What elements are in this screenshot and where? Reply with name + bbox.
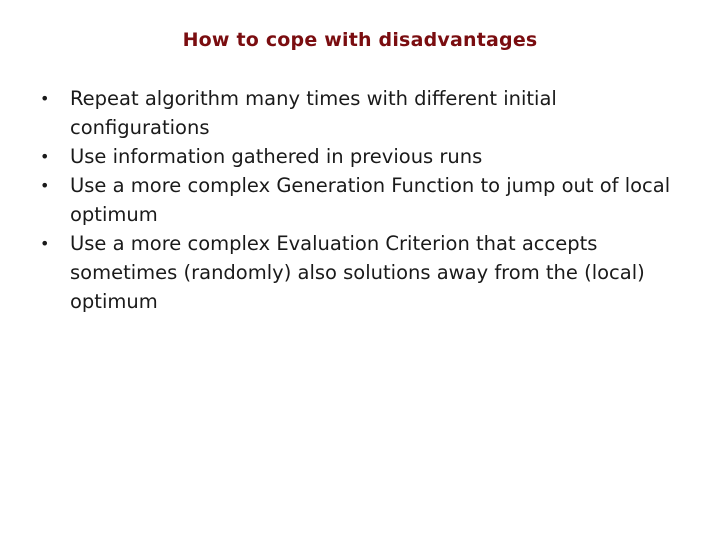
bullet-list xyxy=(36,84,696,316)
bullet-text: Use a more complex Generation Function to jump out of local optimum xyxy=(70,174,671,226)
bullet-item-3 xyxy=(36,171,696,229)
bullet-dot-icon: • xyxy=(40,147,50,166)
bullet-item-4 xyxy=(36,229,696,316)
bullet-dot-icon: • xyxy=(40,234,50,253)
bullet-text: Repeat algorithm many times with different initial configurations xyxy=(70,87,557,139)
bullet-dot-icon: • xyxy=(40,89,50,108)
bullet-text: Use a more complex Evaluation Criterion that accepts sometimes (randomly) also solutions away from the (local) optimum xyxy=(70,232,645,313)
bullet-dot-icon: • xyxy=(40,176,50,195)
bullet-item-1 xyxy=(36,84,696,142)
bullet-item-2 xyxy=(36,142,696,171)
slide-title: How to cope with disadvantages xyxy=(182,29,538,51)
bullet-text: Use information gathered in previous runs xyxy=(70,145,483,168)
